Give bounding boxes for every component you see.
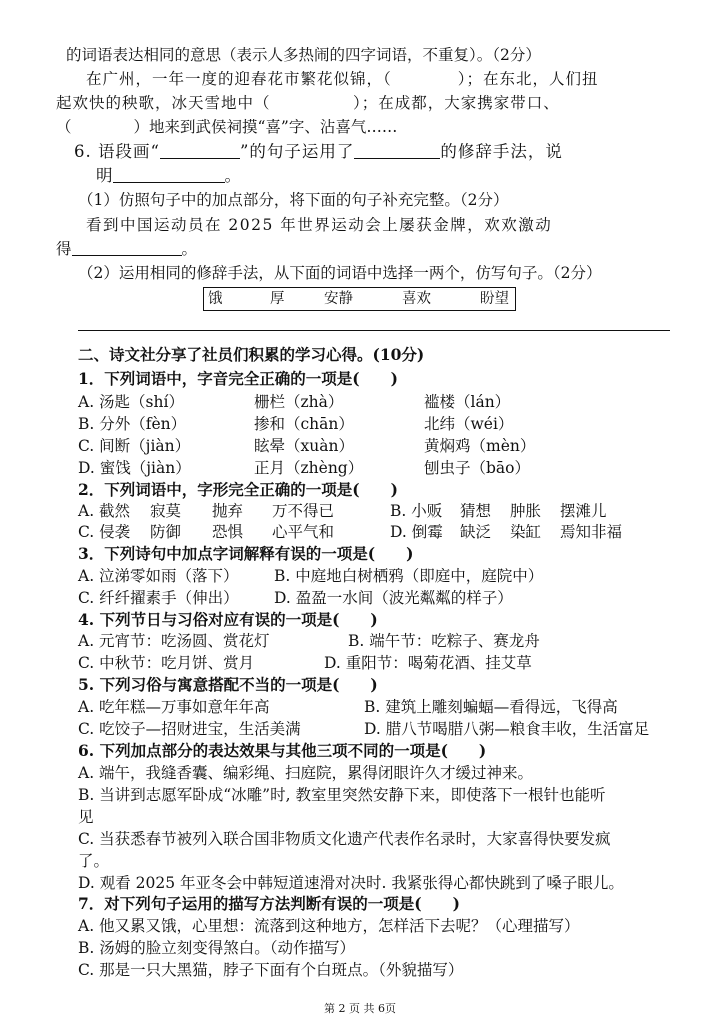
- q1-word: 栅栏（zhà）: [254, 393, 344, 411]
- q7-option-c: C. 那是一只大黑猫，脖子下面有个白斑点。（外貌描写）: [78, 961, 464, 979]
- q4-option-a: A. 元宵节：吃汤圆、赏花灯: [78, 632, 270, 650]
- word-option: 厚: [270, 291, 285, 307]
- q2-stem: 2．下列词语中，字形完全正确的一项是( ): [78, 480, 398, 499]
- intro-line-4: （ ）地来到武侯祠摸“喜”字、沾喜气……: [56, 118, 398, 136]
- q2-word: 抛弃: [212, 502, 244, 520]
- q6-text-c: 的修辞手法，说: [440, 142, 563, 161]
- q3-stem: 3．下列诗句中加点字词解释有误的一项是( ): [78, 544, 414, 563]
- s2q6-option-c-line1: C. 当获悉春节被列入联合国非物质文化遗产代表作名录时，大家喜得快要发疯: [78, 830, 611, 848]
- q6-text-d: 明: [96, 166, 113, 185]
- q1-word: 掺和（chān）: [254, 415, 354, 433]
- s2q6-option-c-line2: 了。: [78, 852, 110, 870]
- q6-line-2: [96, 165, 241, 187]
- word-option: 饿: [208, 291, 223, 307]
- q2-option: B. 小贩: [390, 502, 443, 520]
- q2-word: 缺泛: [460, 523, 492, 541]
- q4-option-d: D. 重阳节：喝菊花酒、挂艾草: [324, 654, 532, 672]
- q4-stem: 4. 下列节日与习俗对应有误的一项是( ): [78, 610, 378, 629]
- q5-option-a: A. 吃年糕—万事如意年年高: [78, 698, 270, 716]
- q2-word: 猜想: [460, 502, 492, 520]
- q1-option: D. 蜜饯（jiàn）: [78, 459, 191, 477]
- q6-blank-sentence[interactable]: [160, 142, 240, 159]
- q2-option: A. 截然: [78, 502, 131, 520]
- q6-text-b: ”的句子运用了: [239, 142, 355, 161]
- q1-word: 刨虫子（bāo）: [424, 459, 530, 477]
- page-footer: 第 2 页 共 6页: [324, 1002, 396, 1015]
- q1-option: A. 汤匙（shí）: [78, 393, 184, 411]
- q7-option-a: A. 他又累又饿，心里想：流落到这种地方，怎样活下去呢？（心理描写）: [78, 917, 580, 935]
- word-option: 盼望: [480, 291, 509, 307]
- q2-word: 防御: [150, 523, 182, 541]
- q1-word: 褴楼（lán）: [424, 393, 511, 411]
- s2q6-option-b-line2: 见: [78, 808, 94, 826]
- q2-word: 心平气和: [272, 523, 335, 541]
- q6-text-a: 6. 语段画“: [74, 142, 160, 161]
- s2q6-option-d: D. 观看 2025 年亚冬会中韩短道速滑对决时. 我紧张得心都快跳到了嗓子眼儿。: [78, 874, 624, 892]
- word-option: 安静: [324, 291, 353, 307]
- s2q6-option-a: A. 端午，我缝香囊、编彩绳、扫庭院，累得闭眼许久才缓过神来。: [78, 764, 534, 782]
- q2-word: 万不得已: [272, 502, 335, 520]
- word-choice-box: [203, 287, 516, 311]
- q1-word: 黄焖鸡（mèn）: [424, 437, 536, 455]
- q2-word: 恐惧: [212, 523, 244, 541]
- intro-line-2: 在广州，一年一度的迎春花市繁花似锦，（ ）；在东北，人们扭: [86, 70, 599, 88]
- q5-stem: 5. 下列习俗与寓意搭配不当的一项是( ): [78, 675, 378, 694]
- q6-sentence-1: 看到中国运动员在 2025 年世界运动会上屡获金牌，欢欢激动: [86, 216, 553, 234]
- q1-option: C. 间断（jiàn）: [78, 437, 191, 455]
- q1-word: 北纬（wéi）: [424, 415, 514, 433]
- q2-option: D. 倒霉: [390, 523, 443, 541]
- intro-line-3: 起欢快的秧歌，冰天雪地中（ ）；在成都，大家携家带口、: [56, 94, 560, 112]
- q5-option-d: D. 腊八节喝腊八粥—粮食丰收，生活富足: [364, 720, 650, 738]
- q6-line-1: [74, 141, 563, 163]
- intro-line-1: 的词语表达相同的意思（表示人多热闹的四字词语，不重复）。（2分）: [66, 46, 541, 64]
- q2-word: 寂莫: [150, 502, 182, 520]
- word-option: 喜欢: [402, 291, 431, 307]
- section-divider: [78, 330, 670, 331]
- q1-option: B. 分外（fèn）: [78, 415, 187, 433]
- q6-sentence-2: [56, 238, 197, 260]
- q5-option-b: B. 建筑上雕刻蝙蝠—看得远，飞得高: [364, 698, 618, 716]
- q7-option-b: B. 汤姆的脸立刻变得煞白。（动作描写）: [78, 939, 355, 957]
- q1-stem: 1．下列词语中，字音完全正确的一项是( ): [78, 369, 398, 388]
- q6-text-de: 得: [56, 240, 72, 258]
- q6-blank-explain[interactable]: [113, 166, 225, 183]
- q6-blank-fill[interactable]: [72, 239, 182, 256]
- q6-sub2: （2）运用相同的修辞手法，从下面的词语中选择一两个，仿写句子。（2分）: [78, 264, 602, 282]
- q1-word: 眩晕（xuàn）: [254, 437, 354, 455]
- q1-word: 正月（zhèng）: [254, 459, 364, 477]
- q4-option-b: B. 端午节：吃粽子、赛龙舟: [348, 632, 540, 650]
- q4-option-c: C. 中秋节：吃月饼、赏月: [78, 654, 255, 672]
- q7-stem: 7．对下列句子运用的描写方法判断有误的一项是( ): [78, 894, 460, 913]
- q6-sub1: （1）仿照句子中的加点部分，将下面的句子补充完整。（2分）: [78, 191, 509, 209]
- q2-word: 摆滩儿: [560, 502, 607, 520]
- q3-option-b: B. 中庭地白树栖鸦（即庭中，庭院中）: [274, 567, 544, 585]
- q6-blank-rhetoric[interactable]: [354, 142, 440, 159]
- q3-option-d: D. 盈盈一水间（波光粼粼的样子）: [274, 589, 513, 607]
- q5-option-c: C. 吃饺子—招财进宝，生活美满: [78, 720, 301, 738]
- section-title: 二、诗文社分享了社员们积累的学习心得。(10分): [78, 345, 425, 364]
- s2q6-option-b-line1: B. 当讲到志愿军卧成“冰雕”时, 教室里突然安静下来，即使落下一根针也能听: [78, 786, 606, 804]
- q2-word: 肿胀: [510, 502, 542, 520]
- q3-option-a: A. 泣涕零如雨（落下）: [78, 567, 239, 585]
- q2-word: 染缸: [510, 523, 542, 541]
- q6-text-e: 。: [224, 166, 241, 185]
- q2-word: 焉知非福: [560, 523, 623, 541]
- q2-option: C. 侵袭: [78, 523, 131, 541]
- s2q6-stem: 6. 下列加点部分的表达效果与其他三项不同的一项是( ): [78, 741, 487, 760]
- q6-text-end: 。: [181, 240, 198, 258]
- q3-option-c: C. 纤纤擢素手（伸出）: [78, 589, 239, 607]
